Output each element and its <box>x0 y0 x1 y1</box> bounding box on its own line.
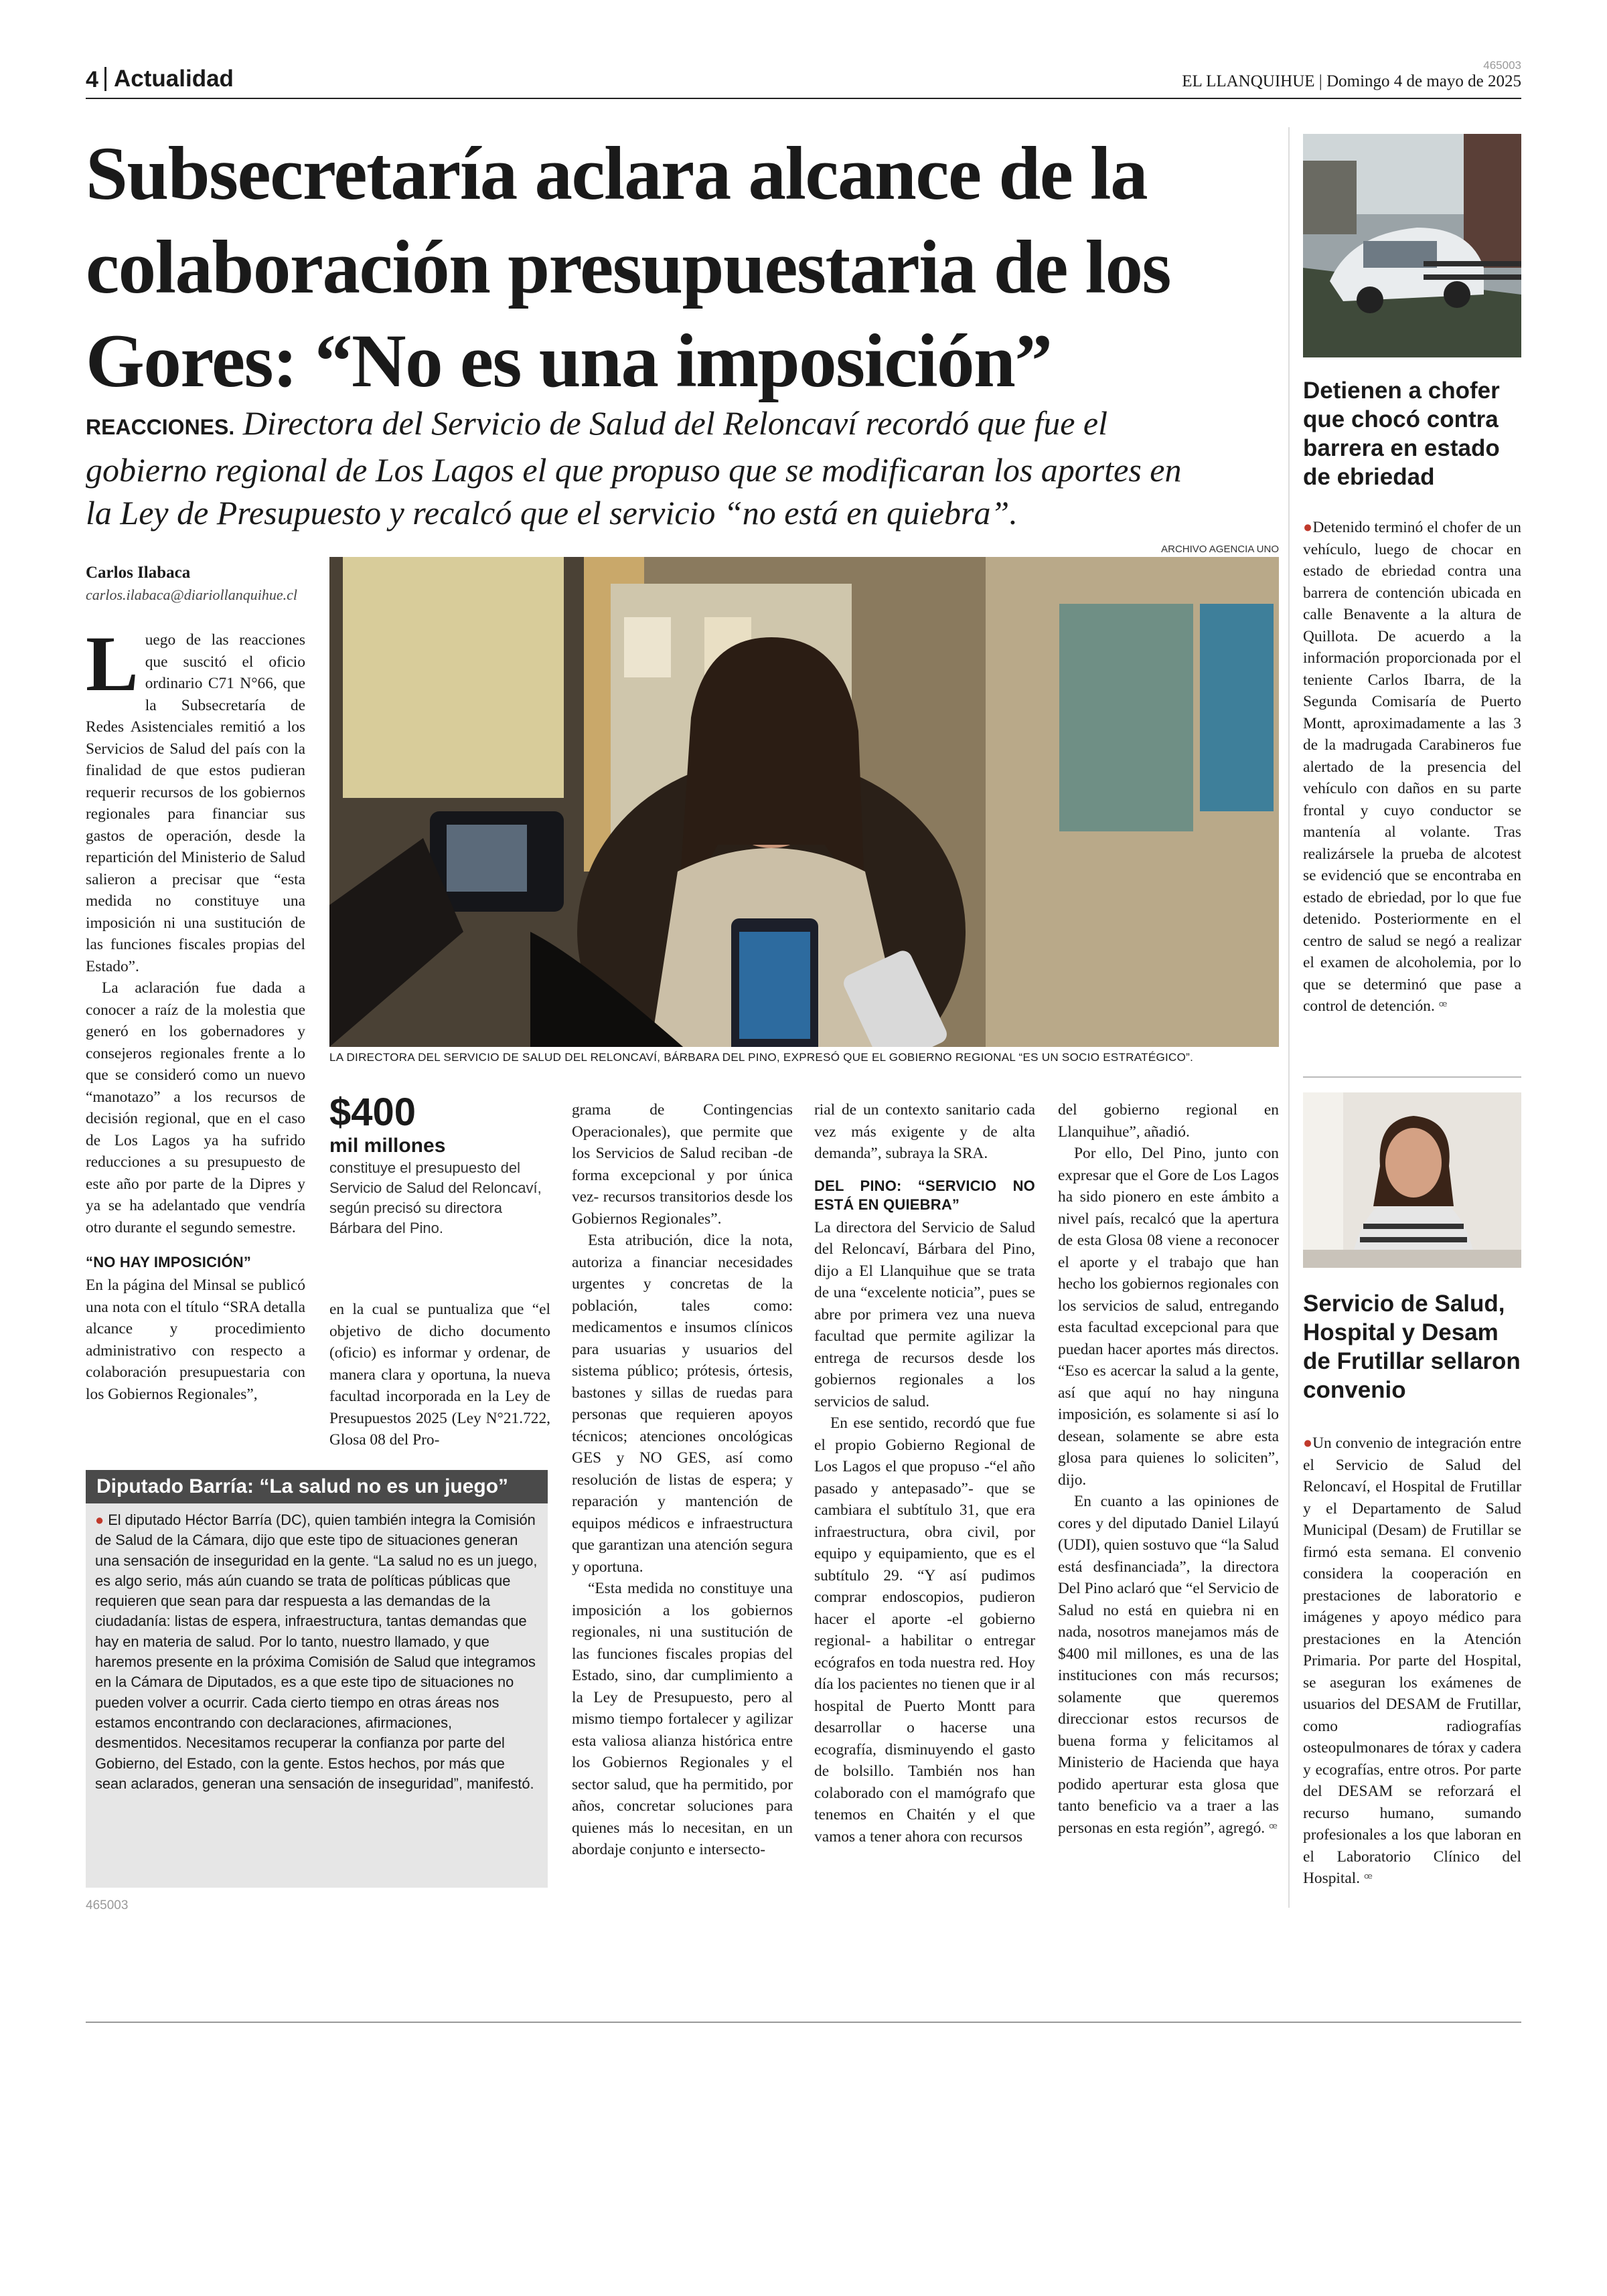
sidebar-box-text: El diputado Héctor Barría (DC), quien también integra la Comisión de Salud de la Cámara, dijo que este tipo de situaciones generan una sensación de inseguridad en la gente. “La salud no es un juego, es algo serio, más aún cuando se trata de políticas públicas que requieren que sean para dar respuesta a las demandas de la ciudadanía: listas de espera, infraestructura, tantas demandas que hay en materia de salud. Por lo tanto, nuestro llamado, y que haremos presente en la próxima Comisión de Salud que integramos en la Cámara de Diputados, es a que este tipo de situaciones no pueden volver a ocurrir. Cada cierto tiempo en otras áreas nos estamos encontrando con declaraciones, afirmaciones, desmentidos. Necesitamos recuperar la confianza por parte del Gobierno, del Estado, con la gente. Estos hechos, por más que sean aclarados, generan una sensación de inseguridad”, manifestó. <box>95 1511 538 1792</box>
stat-value: $400 <box>329 1090 416 1134</box>
col5-paragraph-2: Por ello, Del Pino, junto con expresar que el Gore de Los Lagos ha sido pionero en este ámbito a nivel país, recalcó que la apertura de esta Glosa 08 viene a reconocer el aporte y el trabajo que han hecho los gobiernos regionales con los servicios de salud, entregando esta facultad excepcional para que puedan hacer aportes más directos. “Eso es acercar la salud a la gente, así que aquí no hay ninguna imposición, es solamente si así lo desean, solamente se abre esta glosa para quienes lo soliciten”, dijo. <box>1058 1145 1279 1489</box>
header-divider <box>104 67 106 91</box>
publication-date: Domingo 4 de mayo de 2025 <box>1326 72 1521 90</box>
code-bottom: 465003 <box>86 1898 129 1912</box>
kicker: REACCIONES. <box>86 415 235 439</box>
col1-paragraph-3: En la página del Minsal se publicó una nota con el título “SRA detalla alcance y procedimiento administrativo con respecto a colaboración presupuestaria con los Gobiernos Regionales”, <box>86 1277 305 1403</box>
col3-paragraph-1: grama de Contingencias Operacionales), que permite que los Servicios de Salud reciban -de forma excepcional y por única vez- recursos transitorios desde los Gobiernos Regionales”. <box>572 1101 793 1228</box>
page-header <box>86 59 1521 98</box>
section-name: Actualidad <box>114 66 234 92</box>
col5-paragraph-3: En cuanto a las opiniones de cores y del diputado Daniel Lilayú (UDI), quien sostuvo que “la Salud está desfinanciada”, la directora Del Pino aclaró que “el Servicio de Salud no está en quiebra ni en nada, nosotros manejamos más de $400 mil millones, es una de las instituciones con más recursos; solamente que queremos direccionar estos recursos de buena forma y felicitamos al Ministerio de Hacienda que haya podido aperturar esta glosa que tanto beneficio va a traer a las personas en esta región”, agregó. ꟹ <box>1058 1493 1280 1837</box>
footer-rule <box>86 2022 1521 2023</box>
bullet-icon: ● <box>1303 519 1313 536</box>
right-story-2-headline: Servicio de Salud, Hospital y Desam de Frutillar sellaron convenio <box>1303 1291 1521 1403</box>
photo-credit: ARCHIVO AGENCIA UNO <box>1161 544 1279 555</box>
author-name: Carlos Ilabaca <box>86 564 191 582</box>
page-number: 4 <box>86 67 98 92</box>
main-photo-illustration <box>329 557 1279 1047</box>
dropcap: L <box>86 620 139 708</box>
stat-text: constituye el presupuesto del Servicio de Salud del Reloncaví, según precisó su directora Bárbara del Pino. <box>329 1159 542 1236</box>
col3-paragraph-2: Esta atribución, dice la nota, autoriza a financiar necesidades urgentes y concretas de la población, tales como: medicamentos e insumos clínicos para usuarias y usuarios del sistema público; prótesis, órtesis, bastones y sillas de ruedas para personas que requieren apoyos técnicos; atenciones oncológicas GES y NO GES, así como resolución de listas de espera; y reparación y mantención de equipos médicos e infraestructura que garantizan una atención segura y oportuna. <box>572 1232 793 1576</box>
header-publication-line <box>1182 72 1521 91</box>
column-2 <box>329 1299 550 1451</box>
col1-subhead: “NO HAY IMPOSICIÓN” <box>86 1254 252 1270</box>
end-mark-icon: ꟹ <box>1363 1870 1373 1886</box>
col4-subhead: DEL PINO: “SERVICIO NO ESTÁ EN QUIEBRA” <box>814 1177 1035 1213</box>
end-mark-icon: ꟹ <box>1438 998 1448 1014</box>
main-headline: Subsecretaría aclara alcance de la colaboración presupuestaria de los Gores: “No es una imposición” <box>86 132 1170 403</box>
main-photo <box>329 557 1279 1047</box>
column-1 <box>86 620 305 1405</box>
col2-paragraph-1: en la cual se puntualiza que “el objetivo de dicho documento (oficio) es informar y ordenar, de manera clara y oportuna, la nueva facultad incorporada en la Ley de Presupuestos 2025 (Ley N°21.722, Glosa 08 del Pro- <box>329 1301 550 1449</box>
code-top: 465003 <box>1483 59 1521 72</box>
publication-name: EL LLANQUIHUE <box>1182 72 1315 90</box>
right-rail-separator <box>1303 1076 1521 1078</box>
sidebar-box <box>86 1470 548 1888</box>
col4-paragraph-1: rial de un contexto sanitario cada vez más exigente y de alta demanda”, subraya la SRA. <box>814 1101 1035 1162</box>
bullet-icon: ● <box>95 1511 104 1528</box>
right-story-2-body <box>1303 1432 1521 1890</box>
right-rail-divider <box>1288 127 1290 1908</box>
col3-paragraph-3: “Esta medida no constituye una imposición a los gobiernos regionales, ni una sustitución de las funciones fiscales propias del Estado, sino, dar cumplimiento a la Ley de Presupuesto, pero al mismo tiempo fortalecer y agilizar esta valiosa alianza histórica entre los Gobiernos Regionales y el sector salud, que ha permitido, por años, concretar soluciones para quienes más lo necesitan, en un abordaje conjunto e intersecto- <box>572 1580 793 1858</box>
column-4 <box>814 1099 1035 1848</box>
end-mark-icon: ꟹ <box>1269 1819 1278 1836</box>
car-crash-illustration <box>1303 134 1521 357</box>
author-email: carlos.ilabaca@diariollanquihue.cl <box>86 586 297 603</box>
column-3 <box>572 1099 793 1861</box>
date-divider: | <box>1318 72 1327 90</box>
col1-paragraph-1: Luego de las reacciones que suscitó el oficio ordinario C71 N°66, que la Subsecretaría de Redes Asistenciales remitió a los Servicios de Salud del país con la finalidad de que estos pudieran requerir recursos de los gobiernos regionales para financiar sus gastos de operación, desde la repartición del Ministerio de Salud salieron a precisar que “esta medida no constituye una imposición ni una sustitución de las funciones fiscales propias del Estado”. <box>86 620 305 975</box>
bullet-icon: ● <box>1303 1434 1313 1452</box>
right-photo-car <box>1303 134 1521 357</box>
stat-block <box>329 1091 550 1238</box>
right-story-1-text: Detenido terminó el chofer de un vehículo, luego de chocar en estado de ebriedad contra una barrera de contención ubicada en calle Benavente a la altura de Quillota. De acuerdo a la información proporcionada por el teniente Carlos Ibarra, de la Segunda Comisaría de Puerto Montt, aproximadamente a las 3 de la madrugada Carabineros fue alertado de la presencia del vehículo con daños en su parte frontal y cuyo conductor se mantenía al volante. Tras realizársele la prueba de alcotest se evidenció que se encontraba en estado de ebriedad, por lo que fue detenido. Posteriormente en el centro de salud se negó a realizar el examen de alcoholemia, por lo que se determinó que pase a control de detención. <box>1303 519 1522 1015</box>
photo-caption: LA DIRECTORA DEL SERVICIO DE SALUD DEL RELONCAVÍ, BÁRBARA DEL PINO, EXPRESÓ QUE EL GOBIERNO REGIONAL “ES UN SOCIO ESTRATÉGICO”. <box>329 1051 1194 1064</box>
col1-paragraph-2: La aclaración fue dada a conocer a raíz de la molestia que generó en los gobernadores y consejeros regionales frente a lo que se consideró como un nuevo “manotazo” a los recursos de decisión regional, que en el caso de Los Lagos ya ha sufrido reducciones a su presupuesto de este año por parte de la Dipres y ya se ha adelantado que vendría otro durante el segundo semestre. <box>86 979 305 1236</box>
col5-paragraph-1: del gobierno regional en Llanquihue”, añadió. <box>1058 1101 1279 1141</box>
right-story-1-body <box>1303 517 1521 1017</box>
lead-block <box>86 402 1197 534</box>
stat-unit: mil millones <box>329 1135 446 1157</box>
portrait-illustration <box>1303 1092 1521 1268</box>
sidebar-box-body <box>86 1503 548 1801</box>
lead-text: Directora del Servicio de Salud del Reloncaví recordó que fue el gobierno regional de Los Lagos el que propuso que se modificaran los aportes en la Ley de Presupuesto y recalcó que el servicio “no está en quiebra”. <box>86 404 1182 531</box>
right-story-1-headline: Detienen a chofer que chocó contra barrera en estado de ebriedad <box>1303 378 1500 490</box>
right-photo-portrait <box>1303 1092 1521 1268</box>
col4-paragraph-3: En ese sentido, recordó que fue el propio Gobierno Regional de Los Lagos el que propuso -“el año pasado y antepasado”- que se cambiara el subtítulo 31, que era infraestructura, obra civil, por equipo y equipamiento, que es el subtítulo 29. “Y así pudimos comprar endoscopios, pudieron hacer el aporte -el gobierno regional- a habilitar o entregar ecógrafos en toda nuestra red. Hoy día los pacientes no tienen que ir al hospital de Puerto Montt para desarrollar o hacerse una ecografía, disminuyendo el gasto de bolsillo. También nos han colaborado con el mamógrafo que tenemos en Chaitén y el que vamos a tener ahora con recursos <box>814 1414 1035 1846</box>
header-rule <box>86 98 1521 99</box>
right-story-2-text: Un convenio de integración entre el Servicio de Salud del Reloncaví, el Hospital de Frutillar y el Departamento de Salud Municipal (Desam) de Frutillar se firmó esta semana. El convenio considera la cooperación en prestaciones de laboratorio e imágenes y apoyo médico para prestaciones en la Atención Primaria. Por parte del Hospital, se aseguran los exámenes de usuarios del DESAM de Frutillar, como radiografías osteopulmonares de tórax y cadera y ecografías, entre otros. Por parte del DESAM se reforzará el recurso humano, sumando profesionales a los que laboran en el Laboratorio Clínico del Hospital. <box>1303 1434 1521 1887</box>
column-5 <box>1058 1099 1279 1839</box>
sidebar-box-title: Diputado Barría: “La salud no es un juego” <box>86 1470 548 1503</box>
col4-paragraph-2: La directora del Servicio de Salud del Reloncaví, Bárbara del Pino, dijo a El Llanquihue que se trata de una “excelente noticia”, pues se abre por primera vez una nueva facultad que permite agilizar la entrega de recursos desde los gobiernos regionales a los servicios de salud. <box>814 1218 1035 1410</box>
